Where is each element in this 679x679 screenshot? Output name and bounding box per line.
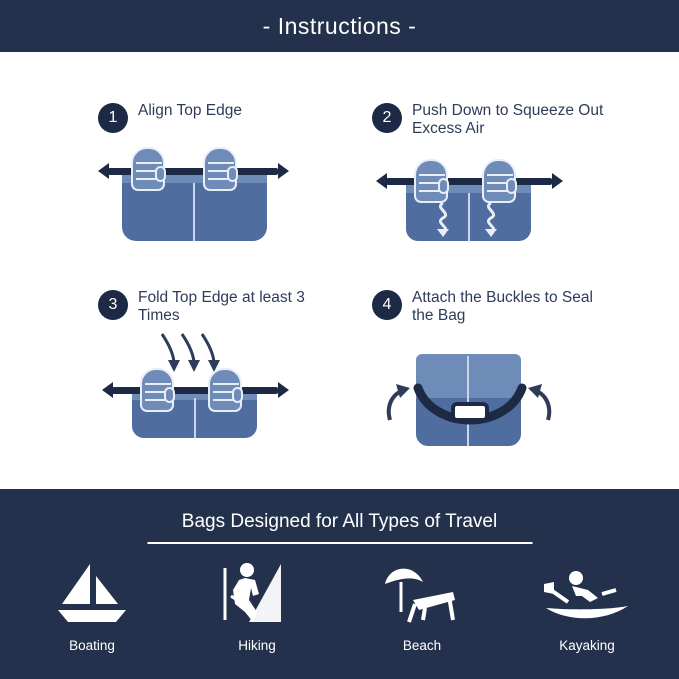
left-hand-icon — [414, 159, 448, 203]
right-hand-icon — [482, 159, 516, 203]
sailboat-icon — [54, 551, 130, 626]
step-2-illustration — [372, 147, 672, 257]
steps-section — [0, 52, 679, 489]
step-2 — [372, 102, 672, 257]
step-1-heading — [98, 102, 398, 133]
roll-bar-left-tip — [102, 382, 113, 398]
step-4-label: Attach the Buckles to Seal the Bag — [412, 289, 593, 325]
header-bar — [0, 0, 679, 52]
beach-umbrella-chair-icon — [379, 551, 465, 626]
step-3 — [98, 289, 398, 444]
bag-center-seam — [193, 183, 195, 241]
step-3-heading — [98, 289, 398, 326]
step-4-illustration — [372, 334, 672, 444]
kayak-paddler-icon — [542, 551, 632, 626]
step-4-number-badge: 4 — [372, 290, 402, 320]
step-1-illustration — [98, 141, 398, 251]
roll-bar-left-tip — [376, 173, 387, 189]
buckle-arrow-right — [524, 382, 556, 426]
left-hand-icon — [131, 147, 165, 191]
activity-kayaking — [517, 551, 657, 653]
hiker-icon — [219, 551, 295, 626]
step-1-number-badge: 1 — [98, 103, 128, 133]
bag-center-seam — [468, 193, 470, 241]
air-escape-arrow-left — [428, 199, 458, 239]
roll-bar — [112, 387, 278, 394]
right-hand-icon — [203, 147, 237, 191]
roll-bar-right-tip — [278, 382, 289, 398]
footer-divider — [147, 542, 532, 544]
footer-section — [0, 489, 679, 679]
step-1 — [98, 102, 398, 251]
roll-bar — [386, 178, 552, 185]
bag-center-seam — [194, 398, 196, 438]
step-4-heading — [372, 289, 672, 326]
right-hand-icon — [208, 368, 242, 412]
roll-bar-right-tip — [552, 173, 563, 189]
step-3-number-badge: 3 — [98, 290, 128, 320]
step-2-heading — [372, 102, 672, 139]
left-hand-icon — [140, 368, 174, 412]
activity-hiking — [187, 551, 327, 653]
step-4 — [372, 289, 672, 444]
buckle-arrow-left — [382, 382, 414, 426]
buckle-icon — [398, 374, 543, 434]
activity-label: Hiking — [238, 638, 276, 653]
footer-title: Bags Designed for All Types of Travel — [181, 511, 498, 532]
activities-list — [0, 551, 679, 653]
roll-bar-left-tip — [98, 163, 109, 179]
step-2-number-badge: 2 — [372, 103, 402, 133]
activity-boating — [22, 551, 162, 653]
air-escape-arrow-right — [476, 199, 506, 239]
activity-label: Boating — [69, 638, 115, 653]
roll-bar-right-tip — [278, 163, 289, 179]
activity-label: Kayaking — [559, 638, 615, 653]
step-2-label: Push Down to Squeeze Out Excess Air — [412, 102, 604, 138]
activity-label: Beach — [402, 638, 442, 653]
step-1-label: Align Top Edge — [138, 102, 242, 119]
step-3-illustration — [98, 334, 398, 444]
page-title: - Instructions - — [262, 12, 417, 39]
step-3-label: Fold Top Edge at least 3 Times — [138, 289, 305, 325]
activity-beach — [352, 551, 492, 653]
